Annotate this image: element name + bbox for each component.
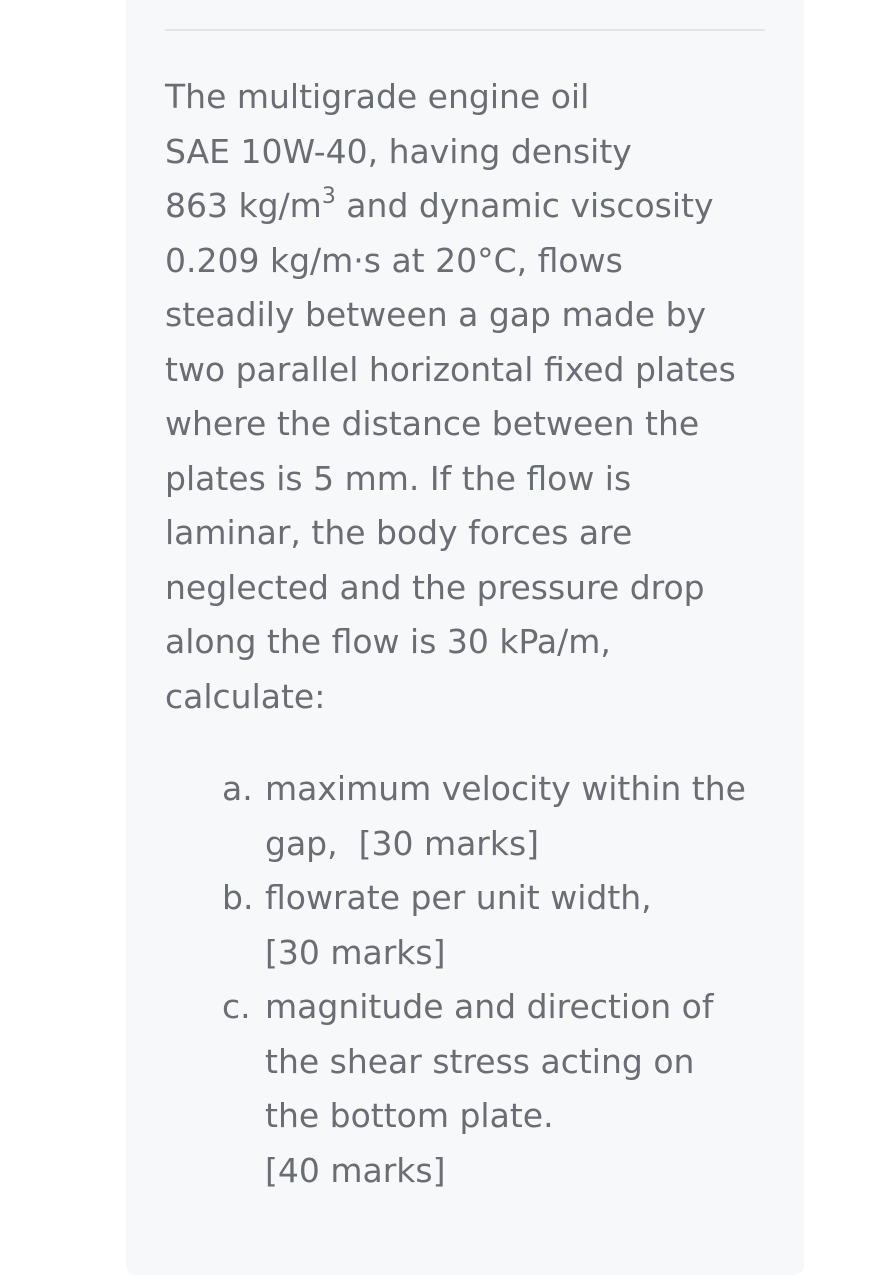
list-item-c — [222, 980, 782, 1198]
viscosity-label: and dynamic viscosity — [335, 186, 714, 225]
list-marker: c. — [222, 987, 251, 1026]
list-item-line: magnitude and direction of — [265, 987, 714, 1026]
density-value: 863 kg/m — [165, 186, 322, 225]
question-line: SAE 10W-40, having density — [165, 131, 632, 171]
list-item-b — [222, 871, 782, 980]
list-item-line: flowrate per unit width, — [265, 878, 652, 917]
question-text — [165, 70, 775, 724]
list-item-a — [222, 762, 782, 871]
question-line: neglected and the pressure drop — [165, 567, 705, 607]
list-marker: b. — [222, 878, 254, 917]
question-line: laminar, the body forces are — [165, 513, 633, 552]
question-line: plates is 5 mm. If the flow is — [165, 458, 632, 498]
question-line — [165, 179, 775, 234]
question-line: two parallel horizontal fixed plates — [165, 349, 736, 389]
list-item-line: [40 marks] — [265, 1150, 446, 1190]
question-line: along the flow is 30 kPa/m, — [165, 622, 611, 661]
divider — [165, 29, 765, 31]
sub-questions-list — [222, 762, 782, 1198]
list-item-line: [30 marks] — [265, 932, 446, 972]
list-item-line: maximum velocity within the — [265, 769, 746, 808]
question-line: 0.209 kg/m·s at 20°C, flows — [165, 240, 623, 280]
list-item-line: the bottom plate. — [265, 1096, 554, 1135]
list-marker: a. — [222, 769, 253, 808]
question-line: calculate: — [165, 676, 326, 716]
question-line: steadily between a gap made by — [165, 295, 707, 334]
question-line: The multigrade engine oil — [165, 77, 590, 116]
list-item-line: gap, [30 marks] — [265, 823, 540, 863]
list-item-line: the shear stress acting on — [265, 1041, 695, 1081]
question-line: where the distance between the — [165, 404, 700, 443]
superscript-exponent: 3 — [321, 184, 336, 209]
